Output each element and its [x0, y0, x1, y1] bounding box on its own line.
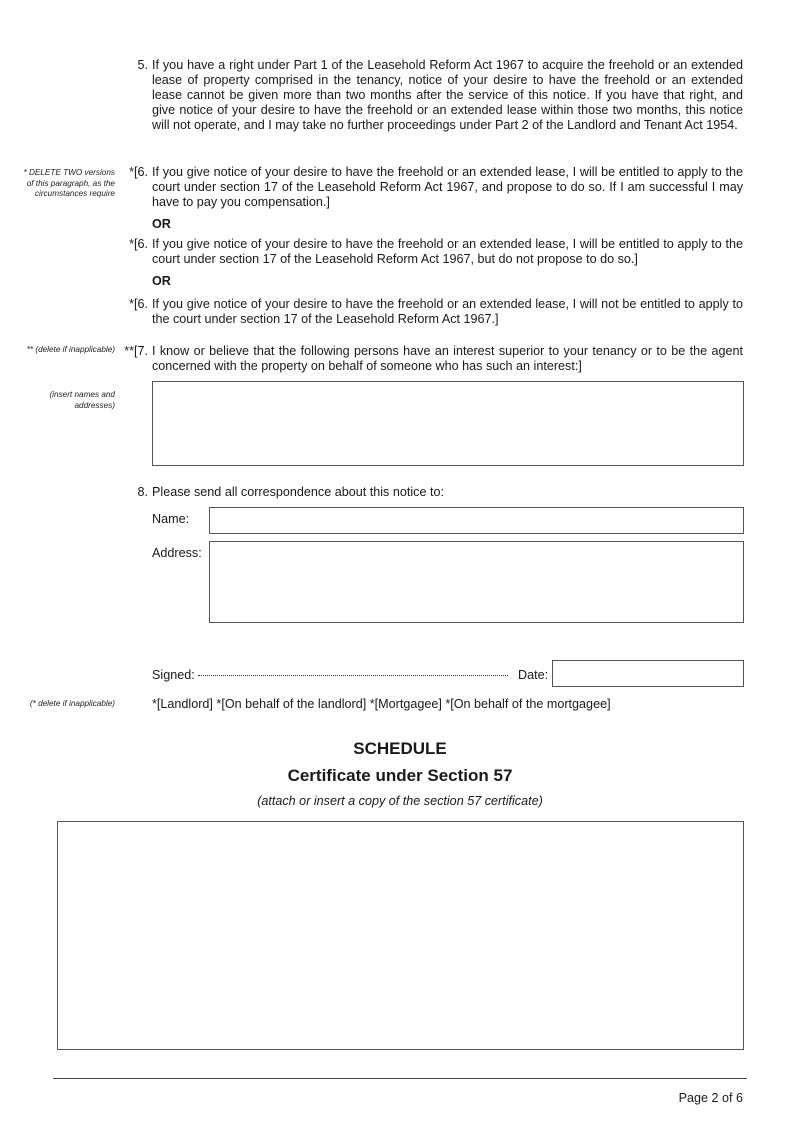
- para8-number: 8.: [137, 485, 148, 499]
- date-field[interactable]: [552, 660, 744, 687]
- para5-text: If you have a right under Part 1 of the Leasehold Reform Act 1967 to acquire the freehold or an extended lease of property comprised in the tenancy, notice of your desire to have the freehold or an extended lease cannot be given more than two months after the service of this notice. If you have that right, and give notice of your desire to have the freehold or an extended lease within those two months, this notice will not operate, and I may take no further proceedings under Part 2 of the Landlord and Tenant Act 1954.: [152, 58, 743, 132]
- para7-number: **[7.: [124, 344, 148, 358]
- para6-side-note: * DELETE TWO versions of this paragraph, as the circumstances require: [23, 168, 115, 199]
- para6-option1-number: *[6.: [129, 165, 148, 179]
- name-value: [210, 508, 743, 518]
- name-field[interactable]: [209, 507, 744, 534]
- or-separator-2: OR: [152, 274, 171, 288]
- date-label: Date:: [518, 668, 549, 682]
- signed-label: Signed:: [152, 668, 195, 682]
- address-field[interactable]: [209, 541, 744, 623]
- or-separator-1: OR: [152, 217, 171, 231]
- para6-option3-text: If you give notice of your desire to have the freehold or an extended lease, I will not be entitled to apply to the court under section 17 of the Leasehold Reform Act 1967.]: [152, 297, 743, 326]
- signature-line[interactable]: [198, 673, 508, 676]
- para7-side-note: ** (delete if inapplicable): [26, 345, 115, 354]
- capacity-options: *[Landlord] *[On behalf of the landlord] *[Mortgagee] *[On behalf of the mortgagee]: [152, 697, 611, 711]
- para6-option2-number: *[6.: [129, 237, 148, 251]
- superior-interest-box[interactable]: [152, 381, 744, 466]
- names-addresses-side-note: (insert names and addresses): [49, 390, 115, 410]
- address-label: Address:: [152, 546, 202, 560]
- certificate-value: [58, 822, 743, 834]
- para8-text: Please send all correspondence about this notice to:: [152, 485, 444, 499]
- footer-divider: [53, 1078, 747, 1079]
- superior-interest-value: [153, 382, 743, 390]
- certificate-box[interactable]: [57, 821, 744, 1050]
- date-value: [553, 661, 743, 671]
- para6-option3-number: *[6.: [129, 297, 148, 311]
- address-value: [210, 542, 743, 552]
- name-label: Name:: [152, 512, 190, 526]
- para6-option2-text: If you give notice of your desire to have the freehold or an extended lease, I will be entitled to apply to the court under section 17 of the Leasehold Reform Act 1967, but do not propose to do so.]: [152, 237, 743, 266]
- para6-option1-text: If you give notice of your desire to have the freehold or an extended lease, I will be entitled to apply to the court under section 17 of the Leasehold Reform Act 1967, and propose to do so. If I am successful I may have to pay you compensation.]: [152, 165, 743, 209]
- page-number: Page 2 of 6: [678, 1091, 743, 1105]
- schedule-instruction: (attach or insert a copy of the section 57 certificate): [257, 794, 543, 808]
- schedule-title: SCHEDULE: [353, 739, 447, 758]
- para7-text: I know or believe that the following persons have an interest superior to your tenancy or to be the agent concerned with the property on behalf of someone who has such an interest:]: [152, 344, 743, 373]
- schedule-subtitle: Certificate under Section 57: [287, 766, 513, 785]
- capacity-side-note: (* delete if inapplicable): [29, 699, 115, 708]
- para5-number: 5.: [137, 58, 148, 72]
